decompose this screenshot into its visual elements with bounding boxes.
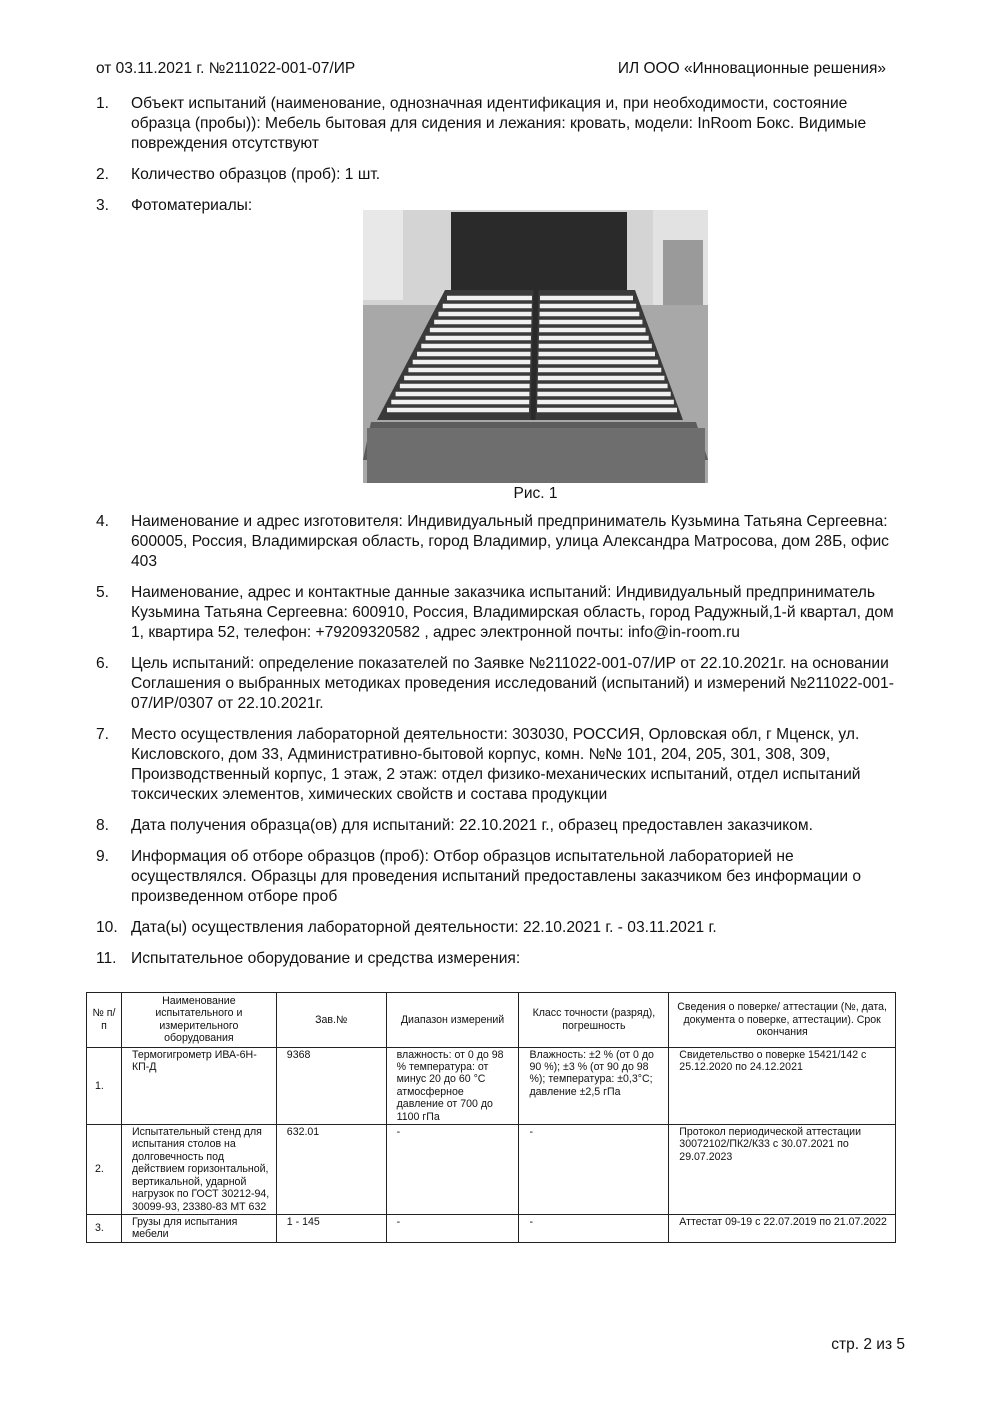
item-number: 11.: [96, 950, 117, 967]
table-row: [87, 1047, 896, 1124]
table-cell: -: [519, 1125, 669, 1215]
table-cell: Грузы для испытания мебели: [121, 1214, 276, 1242]
item-text: Дата(ы) осуществления лабораторной деятельности: 22.10.2021 г. - 03.11.2021 г.: [131, 919, 717, 936]
table-cell: Термогигрометр ИВА-6Н-КП-Д: [121, 1047, 276, 1124]
photo-block: [363, 210, 708, 503]
list-item: [96, 725, 904, 805]
column-header: Диапазон измерений: [386, 993, 519, 1048]
table-cell: 3.: [87, 1214, 122, 1242]
table-cell: влажность: от 0 до 98 % температура: от минус 20 до 60 °С атмосферное давление от 700 до 1100 гПа: [386, 1047, 519, 1124]
column-header: Класс точности (разряд), погрешность: [519, 993, 669, 1048]
item-number: 4.: [96, 513, 110, 530]
items-bottom: [96, 512, 904, 980]
item-text: Место осуществления лабораторной деятельности: 303030, РОССИЯ, Орловская обл, г Мценск, ул. Кисловского, дом 33, Административно-бытовой корпус, комн. №№ 101, 204, 205, 301, 308, 309, Производственный корпус, 1 этаж, 2 этаж: отдел физико-механических испытаний, отдел испытаний токсических элементов, химических свойств и состава продукции: [131, 726, 861, 803]
list-item: [96, 918, 904, 938]
column-header: Наименование испытательного и измерительного оборудования: [121, 993, 276, 1048]
item-text: Информация об отборе образцов (проб): Отбор образцов испытательной лабораторией не осуществлялся. Образцы для проведения испытаний предоставлены заказчиком без информации о произведенном отборе проб: [131, 848, 862, 905]
table-cell: 632.01: [276, 1125, 386, 1215]
list-item: [96, 512, 904, 572]
item-number: 7.: [96, 726, 110, 743]
item-number: 6.: [96, 655, 110, 672]
item-text: Количество образцов (проб): 1 шт.: [131, 166, 381, 183]
item-text: Наименование и адрес изготовителя: Индивидуальный предприниматель Кузьмина Татьяна Сергеевна: 600005, Россия, Владимирская область, город Владимир, улица Александра Матросова, дом 28Б, офис 403: [131, 513, 889, 570]
item-number: 5.: [96, 584, 110, 601]
item-text: Дата получения образца(ов) для испытаний: 22.10.2021 г., образец предоставлен заказчиком.: [131, 817, 813, 834]
table-cell: 1.: [87, 1047, 122, 1124]
table-cell: 2.: [87, 1125, 122, 1215]
protocol-number: от 03.11.2021 г. №211022-001-07/ИР: [96, 60, 356, 77]
photo-caption: Рис. 1: [513, 485, 558, 502]
table-cell: 9368: [276, 1047, 386, 1124]
item-text: Объект испытаний (наименование, однозначная идентификация и, при необходимости, состояние образца (пробы)): Мебель бытовая для сидения и лежания: кровать, модели: InRoom Бокс. Видимые повреждения отсутствуют: [131, 95, 867, 152]
equipment-table: [86, 992, 896, 1243]
column-header: Сведения о поверке/ аттестации (№, дата, документа о поверке, аттестации). Срок окончания: [669, 993, 896, 1048]
lab-name: ИЛ ООО «Инновационные решения»: [617, 60, 886, 77]
item-number: 3.: [96, 197, 110, 214]
item-number: 8.: [96, 817, 110, 834]
list-item: [96, 94, 904, 154]
item-number: 10.: [96, 919, 118, 936]
page-header: [96, 60, 886, 78]
item-text: Фотоматериалы:: [131, 197, 253, 214]
table-cell: -: [386, 1214, 519, 1242]
column-header: Зав.№: [276, 993, 386, 1048]
list-item: [96, 165, 904, 185]
table-cell: Аттестат 09-19 с 22.07.2019 по 21.07.2022: [669, 1214, 896, 1242]
list-item: [96, 816, 904, 836]
item-text: Наименование, адрес и контактные данные заказчика испытаний: Индивидуальный предприниматель Кузьмина Татьяна Сергеевна: 600910, Россия, Владимирская область, город Радужный,1-й квартал, дом 1, квартира 52, телефон: +79209320582 , адрес электронной почты: info@in-room.ru: [131, 584, 894, 641]
table-cell: 1 - 145: [276, 1214, 386, 1242]
list-item: [96, 847, 904, 907]
table-cell: Испытательный стенд для испытания столов на долговечность под действием горизонтальной, вертикальной, ударной нагрузок по ГОСТ 30212-94, 30099-93, 23380-83 МТ 632: [121, 1125, 276, 1215]
bed-frame-photo: [363, 210, 708, 483]
list-item: [96, 583, 904, 643]
list-item: [96, 654, 904, 714]
table-cell: Влажность: ±2 % (от 0 до 90 %); ±3 % (от 90 до 98 %); температура: ±0,3°С; давление ±2,5 гПа: [519, 1047, 669, 1124]
list-item: [96, 949, 904, 969]
page-number: стр. 2 из 5: [831, 1336, 905, 1353]
table-cell: -: [386, 1125, 519, 1215]
item-text: Цель испытаний: определение показателей по Заявке №211022-001-07/ИР от 22.10.2021г. на основании Соглашения о выбранных методиках проведения исследований (испытаний) и измерений №211022-001-07/ИР/0307 от 22.10.2021г.: [131, 655, 894, 712]
item-number: 9.: [96, 848, 110, 865]
item-text: Испытательное оборудование и средства измерения:: [131, 950, 521, 967]
table-header-row: [87, 993, 896, 1048]
table-cell: -: [519, 1214, 669, 1242]
item-number: 1.: [96, 95, 110, 112]
item-number: 2.: [96, 166, 110, 183]
table-row: [87, 1214, 896, 1242]
table-row: [87, 1125, 896, 1215]
column-header: № п/п: [87, 993, 122, 1048]
items-top: [96, 94, 904, 227]
table-cell: Свидетельство о поверке 15421/142 с 25.12.2020 по 24.12.2021: [669, 1047, 896, 1124]
table-cell: Протокол периодической аттестации 30072102/ПК2/К33 с 30.07.2021 по 29.07.2023: [669, 1125, 896, 1215]
